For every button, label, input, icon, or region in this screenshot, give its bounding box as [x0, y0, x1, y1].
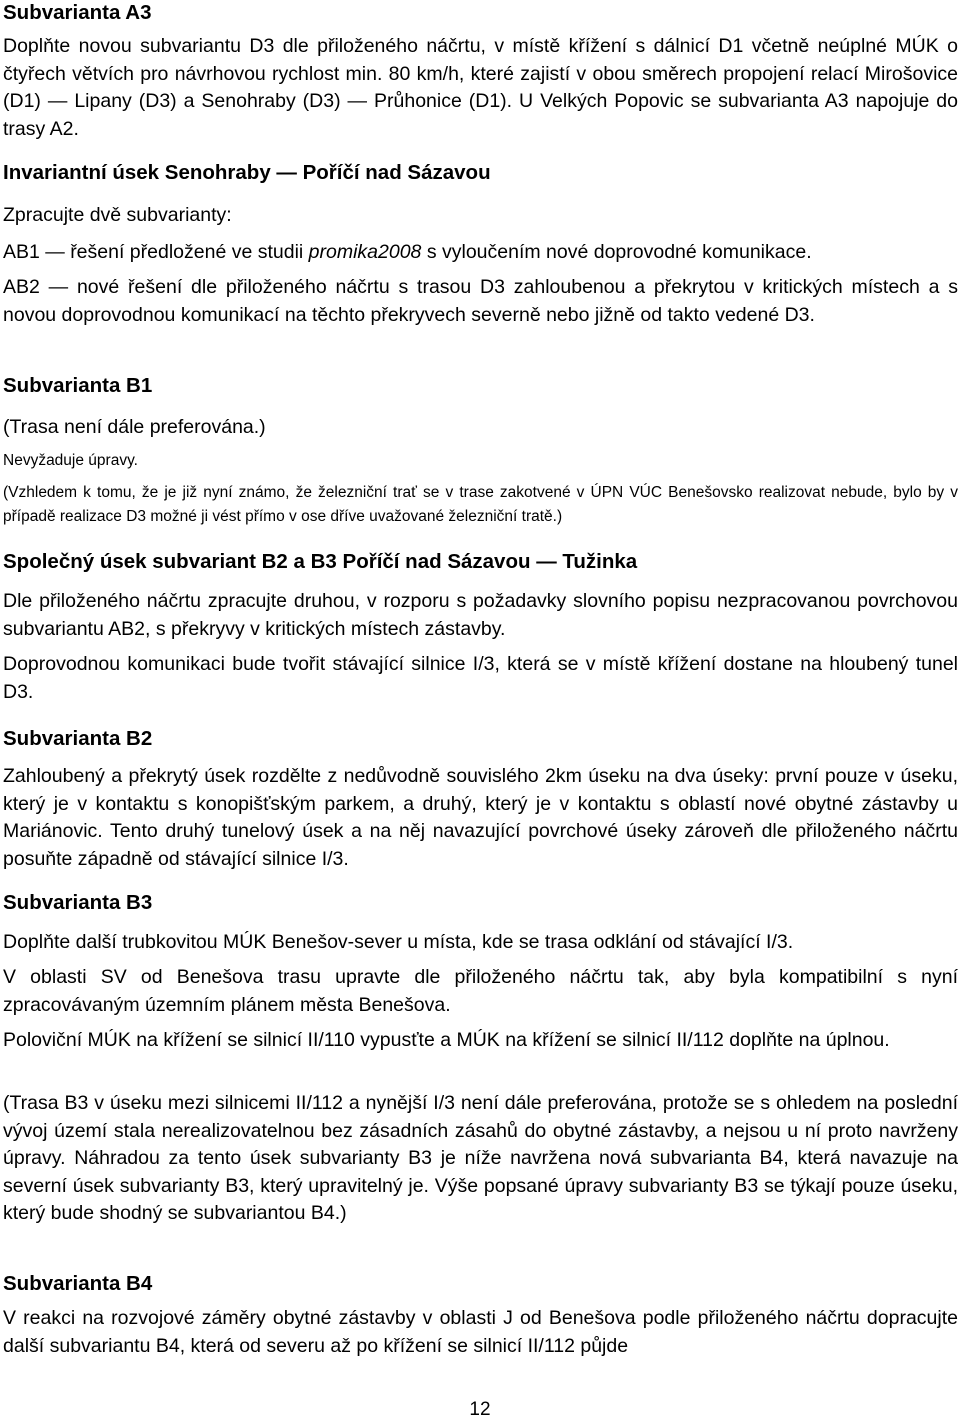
paragraph-b2: Zahloubený a překrytý úsek rozdělte z nedůvodně souvislého 2km úseku na dva úseky: první pouze v úseku, který je v kontaktu s konopišťským parkem, a druhý, který je v kontaktu s oblastí nové obytné zástavby u Mariánovic. Tento druhý tunelový úsek a na něj navazující povrchové úseky zároveň dle přiloženého náčrtu posuňte západně od stávající silnice I/3.	[3, 765, 958, 870]
paragraph-ab2: AB2 — nové řešení dle přiloženého náčrtu s trasou D3 zahloubenou a překrytou v kritických místech a s novou doprovodnou komunikací na těchto překryvech severně nebo jižně od takto vedené D3.	[3, 276, 958, 326]
page-number: 12	[469, 1399, 491, 1420]
ab1-prefix: AB1 — řešení předložené ve studii	[3, 241, 309, 263]
paragraph-b3-2: V oblasti SV od Benešova trasu upravte dle přiloženého náčrtu tak, aby byla kompatibilní s nyní zpracovávaným územním plánem města Benešova.	[3, 966, 958, 1016]
paragraph-b1-remark: (Vzhledem k tomu, že je již nyní známo, že železniční trať se v trase zakotvené v ÚPN VÚC Benešovsko realizovat nebude, bylo by v případě realizace D3 možné ji vést přímo v ose dříve uvažované železniční tratě.)	[3, 484, 958, 525]
heading-subvarianta-b3: Subvarianta B3	[3, 891, 153, 914]
heading-subvarianta-b1: Subvarianta B1	[3, 374, 153, 397]
paragraph-b1-status: Nevyžaduje úpravy.	[3, 452, 138, 469]
ab1-suffix: s vyloučením nové doprovodné komunikace.	[421, 241, 812, 263]
heading-subvarianta-b2: Subvarianta B2	[3, 727, 153, 750]
paragraph-b3-4: (Trasa B3 v úseku mezi silnicemi II/112 a nynější I/3 není dále preferována, protože se s ohledem na poslední vývoj území stala nerealizovatelnou bez zásadních zásahů do obytné zástavby, a nejsou u ní proto navrženy úpravy. Náhradou za tento úsek subvarianty B3 je níže navržena nová subvarianta B4, která navazuje na severní úsek subvarianty B3, který upravitelný je. Výše popsané úpravy subvarianty B3 se týkají pouze úseku, který bude shodný se subvariantou B4.)	[3, 1092, 958, 1224]
ab1-study-name: promika2008	[308, 241, 422, 263]
paragraph-a3: Doplňte novou subvariantu D3 dle přiloženého náčrtu, v místě křížení s dálnicí D1 včetně neúplné MÚK o čtyřech větvích pro návrhovou rychlost min. 80 km/h, které zajistí v obou směrech propojení relací Mirošovice (D1) — Lipany (D3) a Senohraby (D3) — Průhonice (D1). U Velkých Popovic se subvarianta A3 napojuje do trasy A2.	[3, 35, 958, 140]
heading-subvarianta-b4: Subvarianta B4	[3, 1272, 153, 1295]
paragraph-b4: V reakci na rozvojové záměry obytné zástavby v oblasti J od Benešova podle přiloženého náčrtu dopracujte další subvariantu B4, která od severu až po křížení se silnicí II/112 půjde	[3, 1307, 958, 1357]
paragraph-common-2: Doprovodnou komunikaci bude tvořit stávající silnice I/3, která se v místě křížení dostane na hloubený tunel D3.	[3, 653, 958, 703]
paragraph-invariant-intro: Zpracujte dvě subvarianty:	[3, 204, 232, 226]
paragraph-b3-1: Doplňte další trubkovitou MÚK Benešov-sever u místa, kde se trasa odklání od stávající I/3.	[3, 931, 794, 953]
paragraph-b3-3: Poloviční MÚK na křížení se silnicí II/110 vypusťte a MÚK na křížení se silnicí II/112 doplňte na úplnou.	[3, 1029, 890, 1051]
heading-invariant-section: Invariantní úsek Senohraby — Poříčí nad Sázavou	[3, 161, 491, 184]
heading-subvarianta-a3: Subvarianta A3	[3, 1, 152, 24]
paragraph-b1-note: (Trasa není dále preferována.)	[3, 416, 266, 438]
heading-common-section: Společný úsek subvariant B2 a B3 Poříčí nad Sázavou — Tužinka	[3, 550, 638, 573]
paragraph-common-1: Dle přiloženého náčrtu zpracujte druhou, v rozporu s požadavky slovního popisu nezpracovanou povrchovou subvariantu AB2, s překryvy v kritických místech zástavby.	[3, 590, 958, 640]
paragraph-ab1	[3, 239, 958, 267]
